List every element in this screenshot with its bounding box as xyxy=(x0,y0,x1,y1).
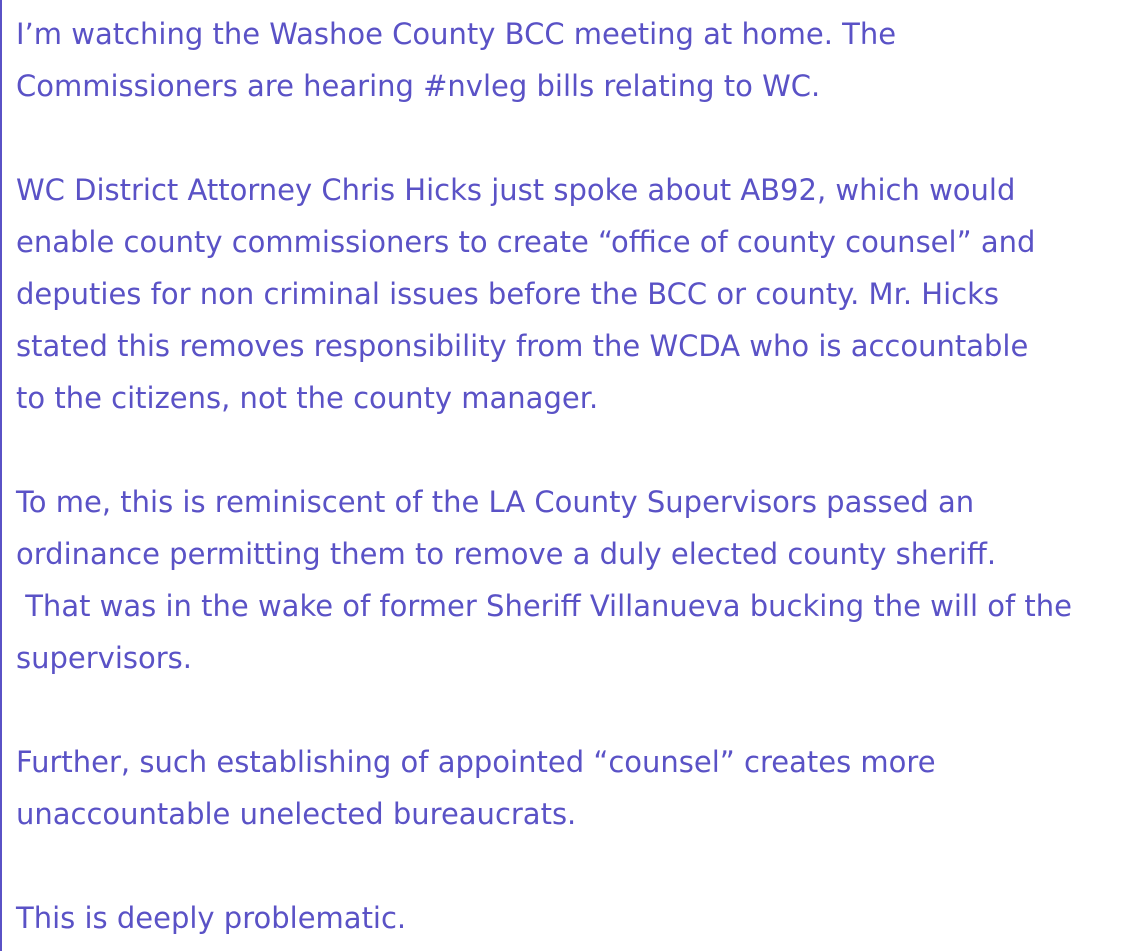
text-line: Further, such establishing of appointed “counsel” creates more xyxy=(16,745,936,779)
paragraph-gap xyxy=(16,424,1124,476)
paragraph-3 xyxy=(16,476,1124,684)
text-line: stated this removes responsibility from the WCDA who is accountable xyxy=(16,329,1029,363)
left-border-line xyxy=(0,0,2,951)
text-line: Commissioners are hearing #nvleg bills relating to WC. xyxy=(16,69,821,103)
text-line: unaccountable unelected bureaucrats. xyxy=(16,797,577,831)
paragraph-5 xyxy=(16,892,1124,944)
paragraph-gap xyxy=(16,684,1124,736)
note-body xyxy=(16,8,1124,944)
text-line: deputies for non criminal issues before the BCC or county. Mr. Hicks xyxy=(16,277,999,311)
paragraph-1 xyxy=(16,8,1124,112)
text-line: To me, this is reminiscent of the LA County Supervisors passed an xyxy=(16,485,975,519)
text-line: I’m watching the Washoe County BCC meeting at home. The xyxy=(16,17,897,51)
paragraph-gap xyxy=(16,840,1124,892)
paragraph-4 xyxy=(16,736,1124,840)
paragraph-2 xyxy=(16,164,1124,424)
text-line: to the citizens, not the county manager. xyxy=(16,381,599,415)
text-line: ordinance permitting them to remove a duly elected county sheriff. xyxy=(16,537,997,571)
text-line: This is deeply problematic. xyxy=(16,901,407,935)
text-line: WC District Attorney Chris Hicks just spoke about AB92, which would xyxy=(16,173,1016,207)
text-line: supervisors. xyxy=(16,641,192,675)
text-line: That was in the wake of former Sheriff Villanueva bucking the will of the xyxy=(16,589,1073,623)
paragraph-gap xyxy=(16,112,1124,164)
text-line: enable county commissioners to create “office of county counsel” and xyxy=(16,225,1036,259)
